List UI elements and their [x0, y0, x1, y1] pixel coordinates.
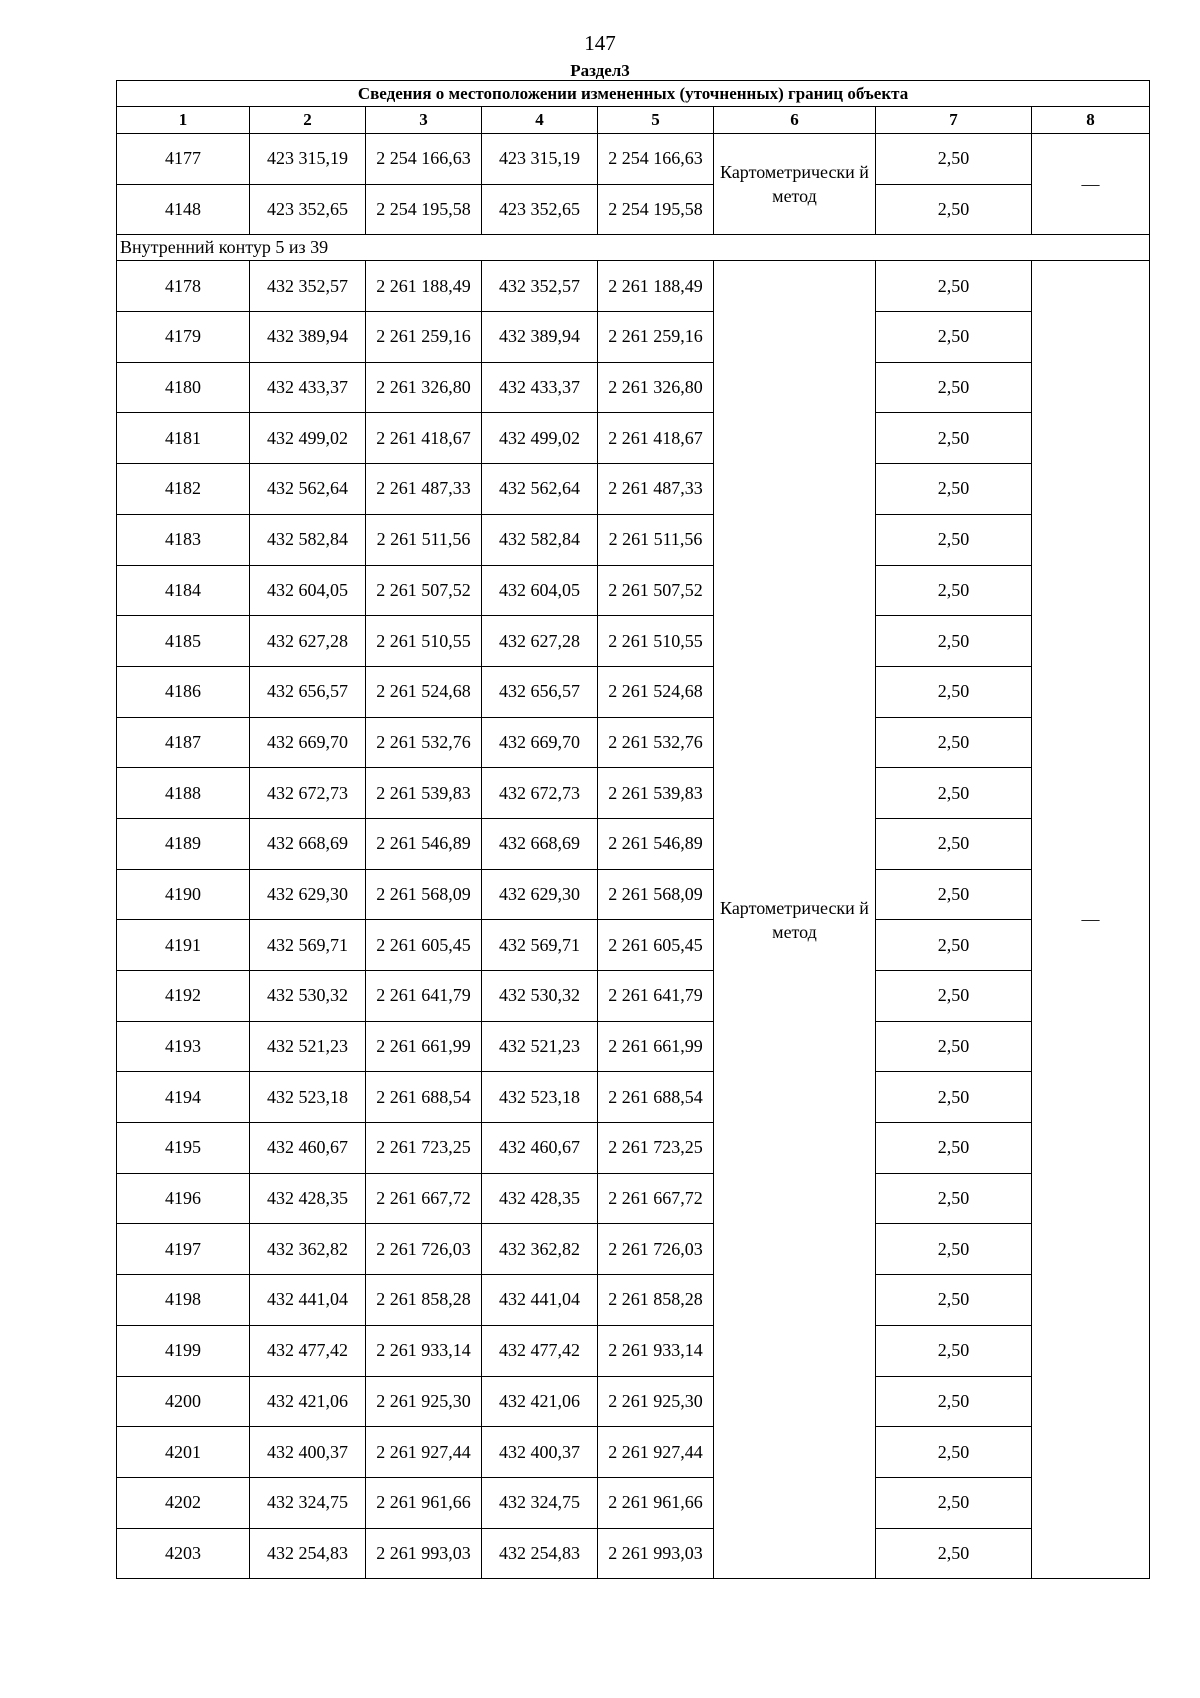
- table-row: [117, 818, 1150, 869]
- coordinate-cell: 432 627,28: [250, 616, 366, 667]
- coordinate-cell: 2 261 546,89: [366, 818, 482, 869]
- coordinate-cell: 432 668,69: [482, 818, 598, 869]
- coordinate-cell: 432 604,05: [250, 565, 366, 616]
- table-row: [117, 312, 1150, 363]
- table-row: [117, 514, 1150, 565]
- coordinate-cell: 2 261 188,49: [598, 261, 714, 312]
- coordinate-cell: 432 530,32: [250, 971, 366, 1022]
- coordinate-cell: 432 421,06: [482, 1376, 598, 1427]
- accuracy-cell: 2,50: [876, 616, 1032, 667]
- accuracy-cell: 2,50: [876, 1275, 1032, 1326]
- coordinate-cell: 2 261 605,45: [598, 920, 714, 971]
- coordinate-cell: 2 261 532,76: [598, 717, 714, 768]
- accuracy-cell: 2,50: [876, 1376, 1032, 1427]
- point-number-cell: 4192: [117, 971, 250, 1022]
- section-title: Раздел3: [570, 61, 630, 80]
- coordinate-cell: 432 629,30: [250, 869, 366, 920]
- coordinate-cell: 432 499,02: [250, 413, 366, 464]
- coordinate-cell: 2 261 858,28: [598, 1275, 714, 1326]
- accuracy-cell: 2,50: [876, 1325, 1032, 1376]
- coordinate-cell: 432 569,71: [250, 920, 366, 971]
- point-number-cell: 4199: [117, 1325, 250, 1376]
- table-row: [117, 1224, 1150, 1275]
- table-row: [117, 464, 1150, 515]
- coordinate-cell: 2 261 933,14: [366, 1325, 482, 1376]
- coordinate-cell: 2 261 487,33: [366, 464, 482, 515]
- table-row: [117, 1427, 1150, 1478]
- point-number-cell: 4197: [117, 1224, 250, 1275]
- table-row: [117, 1275, 1150, 1326]
- accuracy-cell: 2,50: [876, 565, 1032, 616]
- coordinate-cell: 432 582,84: [250, 514, 366, 565]
- coordinate-cell: 2 261 726,03: [598, 1224, 714, 1275]
- table-caption: Сведения о местоположении измененных (уточненных) границ объекта: [117, 81, 1150, 107]
- coordinate-cell: 432 324,75: [250, 1477, 366, 1528]
- coordinate-cell: 432 433,37: [482, 362, 598, 413]
- column-number-row: [117, 107, 1150, 134]
- coordinate-cell: 2 261 418,67: [598, 413, 714, 464]
- coordinate-cell: 432 523,18: [250, 1072, 366, 1123]
- column-number: 7: [876, 107, 1032, 134]
- column-number: 8: [1032, 107, 1150, 134]
- point-number-cell: 4181: [117, 413, 250, 464]
- point-number-cell: 4200: [117, 1376, 250, 1427]
- accuracy-cell: 2,50: [876, 869, 1032, 920]
- coordinate-cell: 423 315,19: [482, 134, 598, 185]
- accuracy-cell: 2,50: [876, 312, 1032, 363]
- point-number-cell: 4196: [117, 1173, 250, 1224]
- point-number-cell: 4188: [117, 768, 250, 819]
- accuracy-cell: 2,50: [876, 184, 1032, 235]
- point-number-cell: 4193: [117, 1021, 250, 1072]
- coordinate-cell: 432 569,71: [482, 920, 598, 971]
- accuracy-cell: 2,50: [876, 514, 1032, 565]
- coordinate-cell: 432 499,02: [482, 413, 598, 464]
- column-number: 3: [366, 107, 482, 134]
- table-row: [117, 134, 1150, 185]
- coordinate-cell: 432 477,42: [482, 1325, 598, 1376]
- point-number-cell: 4184: [117, 565, 250, 616]
- coordinate-cell: 2 261 259,16: [598, 312, 714, 363]
- point-number-cell: 4178: [117, 261, 250, 312]
- coordinate-cell: 432 627,28: [482, 616, 598, 667]
- coordinate-cell: 432 254,83: [482, 1528, 598, 1579]
- contour-label: Внутренний контур 5 из 39: [117, 235, 1150, 261]
- coordinate-cell: 432 441,04: [250, 1275, 366, 1326]
- coordinate-cell: 432 428,35: [250, 1173, 366, 1224]
- coordinate-cell: 432 389,94: [482, 312, 598, 363]
- coordinate-cell: 432 656,57: [482, 666, 598, 717]
- point-number-cell: 4148: [117, 184, 250, 235]
- table-row: [117, 362, 1150, 413]
- coordinate-cell: 2 261 661,99: [598, 1021, 714, 1072]
- column-number: 6: [714, 107, 876, 134]
- accuracy-cell: 2,50: [876, 768, 1032, 819]
- point-number-cell: 4182: [117, 464, 250, 515]
- coordinate-cell: 432 530,32: [482, 971, 598, 1022]
- coordinate-cell: 2 261 532,76: [366, 717, 482, 768]
- coordinate-cell: 432 362,82: [250, 1224, 366, 1275]
- table-row: [117, 1528, 1150, 1579]
- accuracy-cell: 2,50: [876, 1224, 1032, 1275]
- coordinate-cell: 2 261 927,44: [598, 1427, 714, 1478]
- point-number-cell: 4202: [117, 1477, 250, 1528]
- accuracy-cell: 2,50: [876, 971, 1032, 1022]
- coordinate-cell: 432 477,42: [250, 1325, 366, 1376]
- column-number: 1: [117, 107, 250, 134]
- coordinate-cell: 2 261 511,56: [598, 514, 714, 565]
- coordinate-cell: 2 261 568,09: [366, 869, 482, 920]
- accuracy-cell: 2,50: [876, 1123, 1032, 1174]
- table-row: [117, 184, 1150, 235]
- coordinate-cell: 2 261 641,79: [598, 971, 714, 1022]
- coordinate-cell: 2 261 507,52: [598, 565, 714, 616]
- coordinate-cell: 2 261 539,83: [366, 768, 482, 819]
- coordinate-cell: 2 261 510,55: [598, 616, 714, 667]
- coordinate-cell: 2 261 546,89: [598, 818, 714, 869]
- coordinate-cell: 432 668,69: [250, 818, 366, 869]
- coordinate-cell: 2 261 259,16: [366, 312, 482, 363]
- table-body: [117, 134, 1150, 1579]
- coordinate-cell: 432 672,73: [250, 768, 366, 819]
- coordinate-cell: 2 261 726,03: [366, 1224, 482, 1275]
- accuracy-cell: 2,50: [876, 134, 1032, 185]
- coordinate-cell: 2 261 667,72: [366, 1173, 482, 1224]
- accuracy-cell: 2,50: [876, 1528, 1032, 1579]
- table-row: [117, 261, 1150, 312]
- coordinate-cell: 432 562,64: [482, 464, 598, 515]
- contour-row: [117, 235, 1150, 261]
- accuracy-cell: 2,50: [876, 1173, 1032, 1224]
- dash-cell: —: [1032, 134, 1150, 235]
- coordinate-cell: 432 521,23: [250, 1021, 366, 1072]
- point-number-cell: 4187: [117, 717, 250, 768]
- coordinate-cell: 432 669,70: [250, 717, 366, 768]
- coordinate-cell: 432 352,57: [250, 261, 366, 312]
- point-number-cell: 4190: [117, 869, 250, 920]
- table-row: [117, 616, 1150, 667]
- coordinate-cell: 2 261 605,45: [366, 920, 482, 971]
- point-number-cell: 4195: [117, 1123, 250, 1174]
- coordinate-cell: 432 428,35: [482, 1173, 598, 1224]
- coordinate-cell: 2 261 507,52: [366, 565, 482, 616]
- accuracy-cell: 2,50: [876, 666, 1032, 717]
- coordinate-cell: 2 254 195,58: [366, 184, 482, 235]
- coordinate-cell: 2 261 993,03: [366, 1528, 482, 1579]
- coordinate-cell: 432 460,67: [482, 1123, 598, 1174]
- point-number-cell: 4203: [117, 1528, 250, 1579]
- table-row: [117, 666, 1150, 717]
- coordinate-cell: 2 261 661,99: [366, 1021, 482, 1072]
- accuracy-cell: 2,50: [876, 1427, 1032, 1478]
- coordinate-cell: 423 315,19: [250, 134, 366, 185]
- point-number-cell: 4177: [117, 134, 250, 185]
- coordinate-cell: 2 261 511,56: [366, 514, 482, 565]
- accuracy-cell: 2,50: [876, 413, 1032, 464]
- coordinate-cell: 432 421,06: [250, 1376, 366, 1427]
- coordinate-cell: 2 261 993,03: [598, 1528, 714, 1579]
- coordinate-cell: 2 261 688,54: [598, 1072, 714, 1123]
- coordinate-cell: 432 669,70: [482, 717, 598, 768]
- coordinate-cell: 432 629,30: [482, 869, 598, 920]
- page-number: 147: [584, 31, 616, 55]
- method-cell: Картометрически й метод: [714, 261, 876, 1579]
- coordinate-cell: 432 254,83: [250, 1528, 366, 1579]
- coordinate-cell: 2 254 195,58: [598, 184, 714, 235]
- dash-cell: —: [1032, 261, 1150, 1579]
- coordinate-cell: 423 352,65: [482, 184, 598, 235]
- coordinate-cell: 432 441,04: [482, 1275, 598, 1326]
- point-number-cell: 4179: [117, 312, 250, 363]
- coordinate-cell: 2 254 166,63: [366, 134, 482, 185]
- coordinate-cell: 2 261 418,67: [366, 413, 482, 464]
- coordinate-cell: 2 261 933,14: [598, 1325, 714, 1376]
- coordinate-cell: 2 261 524,68: [598, 666, 714, 717]
- coordinate-cell: 432 672,73: [482, 768, 598, 819]
- coordinate-cell: 2 261 487,33: [598, 464, 714, 515]
- point-number-cell: 4185: [117, 616, 250, 667]
- table-row: [117, 869, 1150, 920]
- coordinate-cell: 2 254 166,63: [598, 134, 714, 185]
- coordinate-cell: 432 562,64: [250, 464, 366, 515]
- accuracy-cell: 2,50: [876, 818, 1032, 869]
- table-row: [117, 1123, 1150, 1174]
- coordinate-cell: 2 261 723,25: [366, 1123, 482, 1174]
- table-row: [117, 717, 1150, 768]
- coordinate-cell: 432 400,37: [482, 1427, 598, 1478]
- table-row: [117, 1072, 1150, 1123]
- coordinate-cell: 2 261 961,66: [598, 1477, 714, 1528]
- coordinate-cell: 2 261 723,25: [598, 1123, 714, 1174]
- coordinate-cell: 2 261 510,55: [366, 616, 482, 667]
- coordinate-cell: 432 433,37: [250, 362, 366, 413]
- coordinate-cell: 432 523,18: [482, 1072, 598, 1123]
- table-row: [117, 413, 1150, 464]
- coordinate-cell: 2 261 326,80: [366, 362, 482, 413]
- coordinate-cell: 2 261 326,80: [598, 362, 714, 413]
- table-row: [117, 1021, 1150, 1072]
- coordinate-cell: 432 362,82: [482, 1224, 598, 1275]
- point-number-cell: 4194: [117, 1072, 250, 1123]
- table-row: [117, 768, 1150, 819]
- coordinate-cell: 2 261 925,30: [366, 1376, 482, 1427]
- table-row: [117, 1376, 1150, 1427]
- coordinate-cell: 2 261 925,30: [598, 1376, 714, 1427]
- coordinate-cell: 432 582,84: [482, 514, 598, 565]
- coordinate-cell: 2 261 641,79: [366, 971, 482, 1022]
- accuracy-cell: 2,50: [876, 920, 1032, 971]
- coordinate-cell: 432 521,23: [482, 1021, 598, 1072]
- coordinate-cell: 432 400,37: [250, 1427, 366, 1478]
- method-cell: Картометрически й метод: [714, 134, 876, 235]
- coordinate-cell: 2 261 188,49: [366, 261, 482, 312]
- table-row: [117, 920, 1150, 971]
- coordinate-cell: 2 261 961,66: [366, 1477, 482, 1528]
- point-number-cell: 4201: [117, 1427, 250, 1478]
- point-number-cell: 4183: [117, 514, 250, 565]
- accuracy-cell: 2,50: [876, 1477, 1032, 1528]
- coordinate-cell: 2 261 568,09: [598, 869, 714, 920]
- point-number-cell: 4189: [117, 818, 250, 869]
- point-number-cell: 4186: [117, 666, 250, 717]
- column-number: 5: [598, 107, 714, 134]
- table-row: [117, 971, 1150, 1022]
- table-row: [117, 1173, 1150, 1224]
- column-number: 4: [482, 107, 598, 134]
- accuracy-cell: 2,50: [876, 717, 1032, 768]
- coordinate-cell: 2 261 858,28: [366, 1275, 482, 1326]
- accuracy-cell: 2,50: [876, 1072, 1032, 1123]
- coordinate-cell: 2 261 667,72: [598, 1173, 714, 1224]
- coordinate-cell: 423 352,65: [250, 184, 366, 235]
- coordinate-cell: 2 261 927,44: [366, 1427, 482, 1478]
- boundary-table: [116, 80, 1150, 1579]
- coordinate-cell: 432 460,67: [250, 1123, 366, 1174]
- table-row: [117, 1477, 1150, 1528]
- coordinate-cell: 432 389,94: [250, 312, 366, 363]
- coordinate-cell: 432 604,05: [482, 565, 598, 616]
- column-number: 2: [250, 107, 366, 134]
- coordinate-cell: 2 261 524,68: [366, 666, 482, 717]
- coordinate-cell: 432 352,57: [482, 261, 598, 312]
- accuracy-cell: 2,50: [876, 464, 1032, 515]
- accuracy-cell: 2,50: [876, 261, 1032, 312]
- point-number-cell: 4198: [117, 1275, 250, 1326]
- point-number-cell: 4180: [117, 362, 250, 413]
- coordinate-cell: 432 324,75: [482, 1477, 598, 1528]
- table-row: [117, 1325, 1150, 1376]
- coordinate-cell: 2 261 688,54: [366, 1072, 482, 1123]
- accuracy-cell: 2,50: [876, 1021, 1032, 1072]
- point-number-cell: 4191: [117, 920, 250, 971]
- coordinate-cell: 432 656,57: [250, 666, 366, 717]
- table-row: [117, 565, 1150, 616]
- accuracy-cell: 2,50: [876, 362, 1032, 413]
- coordinate-cell: 2 261 539,83: [598, 768, 714, 819]
